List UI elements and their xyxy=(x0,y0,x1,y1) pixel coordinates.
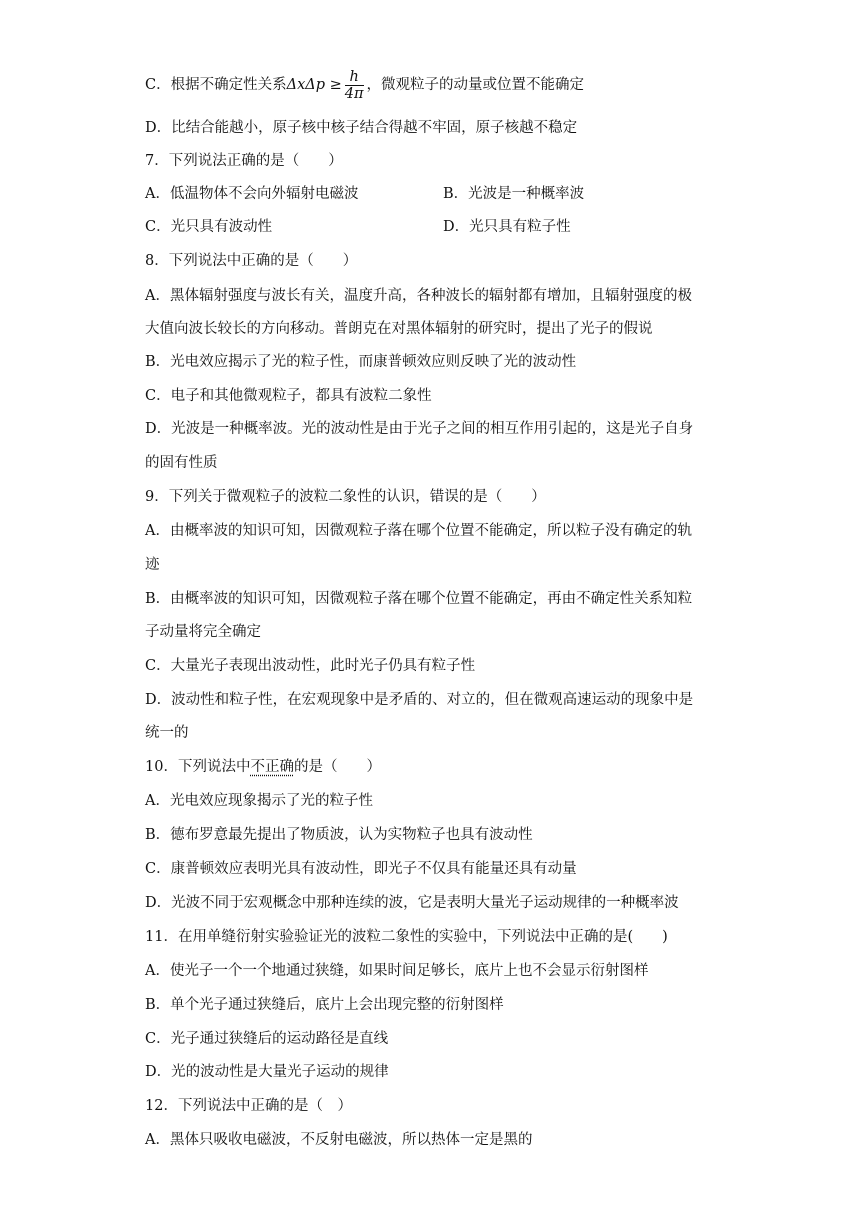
q10-option-b: B．德布罗意最先提出了物质波，认为实物粒子也具有波动性 xyxy=(145,827,533,843)
q7-option-c: C．光只具有波动性 xyxy=(145,219,273,235)
q11-option-c: C．光子通过狭缝后的运动路径是直线 xyxy=(145,1031,389,1047)
q9-option-b-line2: 子动量将完全确定 xyxy=(145,624,261,640)
q10-option-c: C．康普顿效应表明光具有波动性，即光子不仅具有能量还具有动量 xyxy=(145,861,577,877)
q8-option-d-line1: D．光波是一种概率波。光的波动性是由于光子之间的相互作用引起的，这是光子自身 xyxy=(145,421,694,437)
q7-stem: 7．下列说法正确的是（ ） xyxy=(145,153,343,169)
q11-option-a: A．使光子一个一个地通过狭缝，如果时间足够长，底片上也不会显示衍射图样 xyxy=(145,963,649,979)
q11-stem: 11．在用单缝衍射实验验证光的波粒二象性的实验中，下列说法中正确的是( ) xyxy=(145,929,668,945)
q6-option-c xyxy=(145,68,584,102)
q9-option-a-line1: A．由概率波的知识可知，因微观粒子落在哪个位置不能确定，所以粒子没有确定的轨 xyxy=(145,523,692,539)
q8-option-b: B．光电效应揭示了光的粒子性，而康普顿效应则反映了光的波动性 xyxy=(145,354,577,370)
q10-stem-prefix: 10．下列说法中 xyxy=(145,759,251,775)
q9-option-d-line2: 统一的 xyxy=(145,725,189,741)
formula-fraction xyxy=(345,69,364,102)
q12-stem: 12．下列说法中正确的是（ ） xyxy=(145,1098,352,1114)
q9-option-a-line2: 迹 xyxy=(145,557,160,573)
q10-option-a: A．光电效应现象揭示了光的粒子性 xyxy=(145,793,373,809)
q8-option-a-line1: A．黑体辐射强度与波长有关，温度升高，各种波长的辐射都有增加，且辐射强度的极 xyxy=(145,288,692,304)
formula-lhs: ΔxΔp ≥ xyxy=(286,77,342,93)
q10-option-d: D．光波不同于宏观概念中那种连续的波，它是表明大量光子运动规律的一种概率波 xyxy=(145,895,679,911)
q10-stem-suffix: 的是（ ） xyxy=(293,759,381,775)
q8-stem: 8．下列说法中正确的是（ ） xyxy=(145,253,358,269)
q10-stem-emphasis: 不正确 xyxy=(250,759,294,775)
q7-option-a: A．低温物体不会向外辐射电磁波 xyxy=(145,186,359,202)
q11-option-b: B．单个光子通过狭缝后，底片上会出现完整的衍射图样 xyxy=(145,997,504,1013)
q7-option-d: D．光只具有粒子性 xyxy=(443,219,571,235)
q6-c-suffix: ，微观粒子的动量或位置不能确定 xyxy=(366,77,585,93)
q8-option-c: C．电子和其他微观粒子，都具有波粒二象性 xyxy=(145,388,432,404)
q9-stem: 9．下列关于微观粒子的波粒二象性的认识，错误的是（ ） xyxy=(145,489,546,505)
q8-option-d-line2: 的固有性质 xyxy=(145,455,218,471)
q11-option-d: D．光的波动性是大量光子运动的规律 xyxy=(145,1064,389,1080)
q9-option-c: C．大量光子表现出波动性，此时光子仍具有粒子性 xyxy=(145,658,476,674)
fraction-denominator: 4π xyxy=(344,85,364,102)
q12-option-a: A．黑体只吸收电磁波，不反射电磁波，所以热体一定是黑的 xyxy=(145,1132,533,1148)
fraction-numerator: h xyxy=(345,69,364,86)
q9-option-b-line1: B．由概率波的知识可知，因微观粒子落在哪个位置不能确定，再由不确定性关系知粒 xyxy=(145,591,693,607)
q6-c-text: C．根据不确定性关系 xyxy=(145,77,287,93)
q8-option-a-line2: 大值向波长较长的方向移动。普朗克在对黑体辐射的研究时，提出了光子的假说 xyxy=(145,321,653,337)
q9-option-d-line1: D．波动性和粒子性，在宏观现象中是矛盾的、对立的，但在微观高速运动的现象中是 xyxy=(145,692,694,708)
q7-option-b: B．光波是一种概率波 xyxy=(443,186,585,202)
q10-stem xyxy=(145,757,381,777)
q6-option-d: D．比结合能越小，原子核中核子结合得越不牢固，原子核越不稳定 xyxy=(145,120,578,136)
